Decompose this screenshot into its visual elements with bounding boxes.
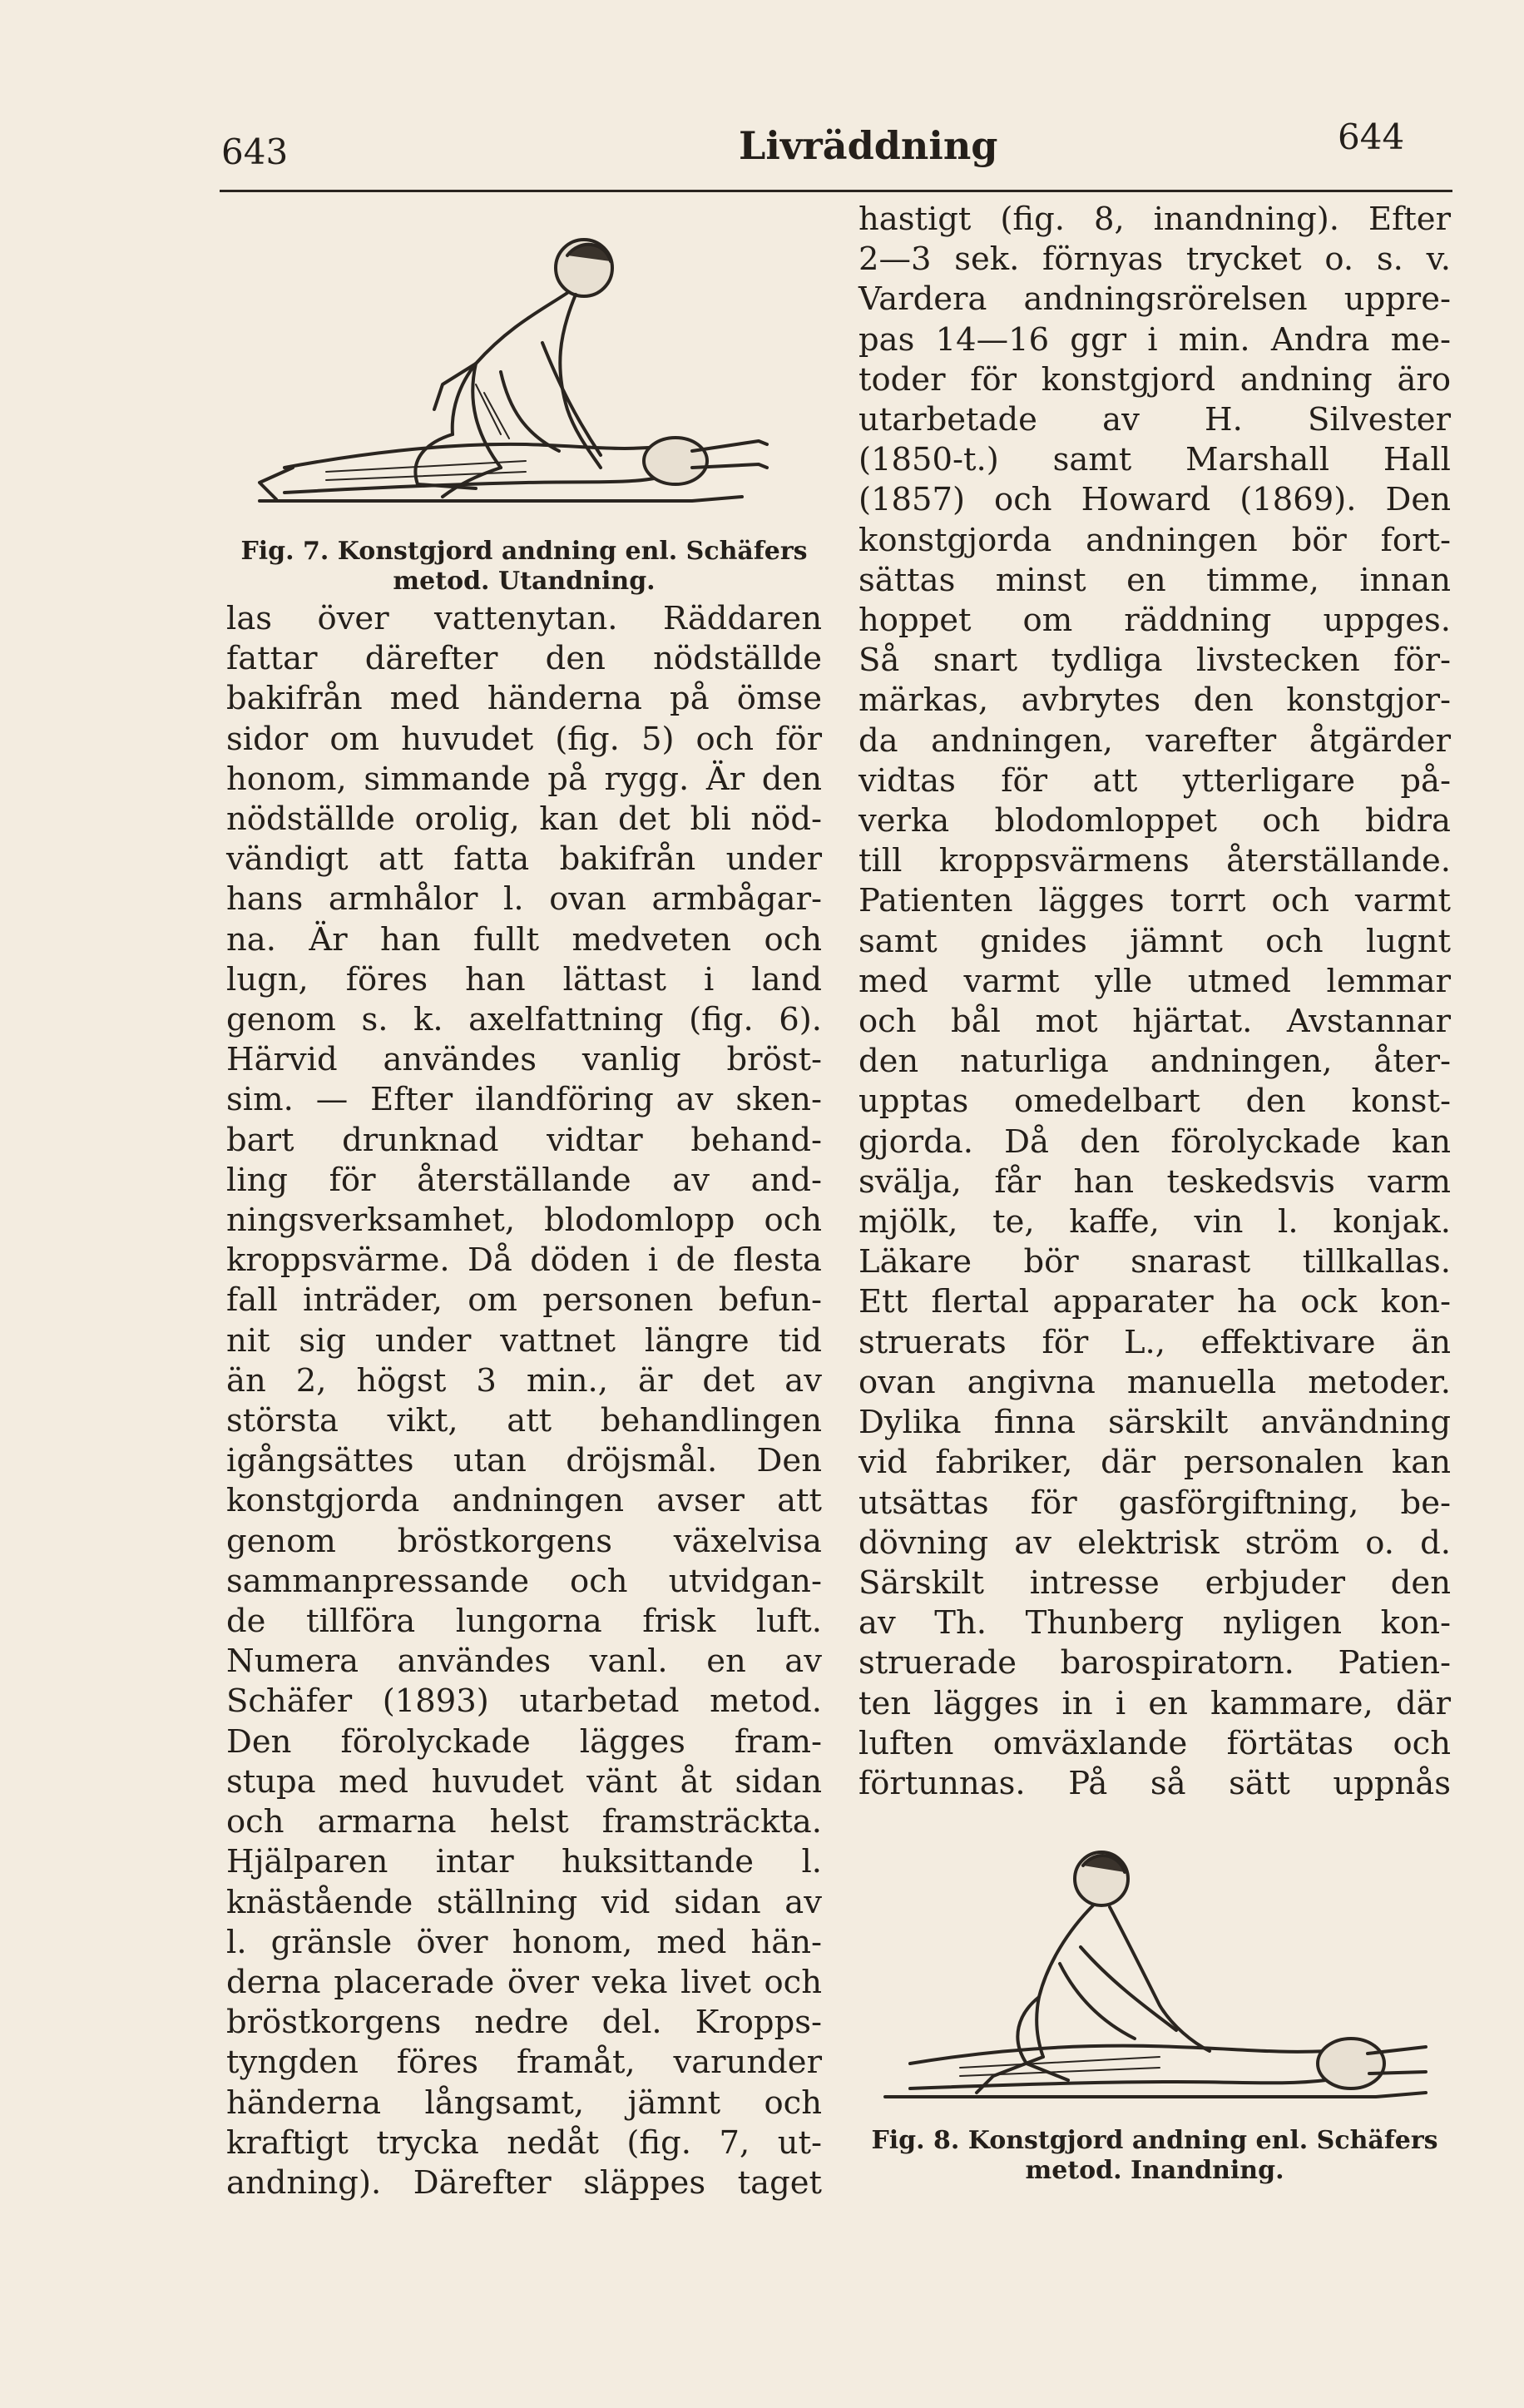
right-column-line: mjölk, te, kaffe, vin l. konjak. [858,1203,1451,1241]
left-column-line: las över vattenytan. Räddaren [226,600,822,637]
right-column-line: toder för konstgjord andning äro [858,360,1451,399]
right-column-line: ten lägges in i en kammare, där [858,1684,1451,1722]
figure-8-caption-line1: Fig. 8. Konstgjord andning enl. Schäfers [871,2126,1438,2155]
left-column-line: Numera användes vanl. en av [226,1642,822,1681]
right-column-line: struerats för L., effektivare än [858,1323,1451,1361]
left-column-line: än 2, högst 3 min., är det av [226,1361,822,1400]
left-column-line: Schäfer (1893) utarbetad metod. [226,1682,822,1721]
figure-8-drawing [860,1839,1442,2122]
right-column-line: och bål mot hjärtat. Avstannar [858,1003,1451,1041]
right-column-line: med varmt ylle utmed lemmar [858,962,1451,1000]
right-column-line: Dylika finna särskilt användning [858,1404,1451,1442]
left-text-column [226,599,822,2203]
right-column-line: luften omväxlande förtätas och [858,1724,1451,1762]
left-column-line: l. gränsle över honom, med hän- [226,1923,822,1961]
right-column-line: av Th. Thunberg nyligen kon- [858,1604,1451,1642]
left-column-line: bart drunknad vidtar behand- [226,1121,822,1159]
right-column-line: Så snart tydliga livstecken för- [858,642,1451,680]
right-column-line: märkas, avbrytes den konstgjor- [858,681,1451,720]
figure-7-drawing [226,218,809,534]
left-column-line: andning). Därefter släppes taget [226,2163,822,2202]
left-column-line: honom, simmande på rygg. Är den [226,760,822,798]
right-column-line: Vardera andningsrörelsen uppre- [858,280,1451,319]
left-column-line: igångsättes utan dröjsmål. Den [226,1442,822,1480]
left-column-line: genom bröstkorgens växelvisa [226,1522,822,1560]
left-column-line: kroppsvärme. Då döden i de flesta [226,1241,822,1280]
right-column-line: den naturliga andningen, åter- [858,1043,1451,1081]
left-column-line: ningsverksamhet, blodomlopp och [226,1202,822,1240]
right-column-line: hoppet om räddning uppges. [858,602,1451,640]
left-column-line: nit sig under vattnet längre tid [226,1321,822,1360]
right-column-line: Särskilt intresse erbjuder den [858,1563,1451,1602]
right-column-line: svälja, får han teskedsvis varm [858,1162,1451,1201]
right-column-line: (1857) och Howard (1869). Den [858,481,1451,519]
right-column-line: struerade barospiratorn. Patien- [858,1644,1451,1682]
left-column-line: sidor om huvudet (fig. 5) och för [226,720,822,758]
right-column-line: dövning av elektrisk ström o. d. [858,1524,1451,1562]
right-column-line: förtunnas. På så sätt uppnås [858,1764,1451,1802]
right-column-line: konstgjorda andningen bör fort- [858,521,1451,559]
left-column-line: fall inträder, om personen befun- [226,1281,822,1320]
left-column-line: kraftigt trycka nedåt (fig. 7, ut- [226,2123,822,2162]
figure-7-caption-line1: Fig. 7. Konstgjord andning enl. Schäfers [240,537,808,566]
header-rule [220,190,1452,192]
right-column-line: hastigt (fig. 8, inandning). Efter [858,201,1451,238]
left-column-line: fattar därefter den nödställde [226,640,822,678]
left-column-line: derna placerade över veka livet och [226,1963,822,2001]
page-number-left: 643 [221,131,289,172]
left-column-line: vändigt att fatta bakifrån under [226,840,822,879]
right-column-line: 2—3 sek. förnyas trycket o. s. v. [858,240,1451,279]
right-column-line: gjorda. Då den förolyckade kan [858,1122,1451,1161]
left-column-line: stupa med huvudet vänt åt sidan [226,1762,822,1801]
right-column-line: Patienten lägges torrt och varmt [858,882,1451,920]
left-column-line: genom s. k. axelfattning (fig. 6). [226,1001,822,1039]
right-column-line: upptas omedelbart den konst- [858,1083,1451,1121]
left-column-line: ling för återställande av and- [226,1161,822,1199]
left-column-line: Hjälparen intar huksittande l. [226,1843,822,1881]
right-column-line: Läkare bör snarast tillkallas. [858,1243,1451,1281]
right-column-line: sättas minst en timme, innan [858,561,1451,599]
figure-8-illustration [860,1839,1442,2122]
right-column-line: pas 14—16 ggr i min. Andra me- [858,320,1451,359]
figure-8-caption-line2: metod. Inandning. [1025,2156,1284,2185]
right-column-line: till kroppsvärmens återställande. [858,842,1451,880]
left-column-line: nödställde orolig, kan det bli nöd- [226,800,822,839]
left-column-line: händerna långsamt, jämnt och [226,2083,822,2122]
right-column-line: verka blodomloppet och bidra [858,802,1451,840]
left-column-line: sim. — Efter ilandföring av sken- [226,1081,822,1119]
left-column-line: konstgjorda andningen avser att [226,1482,822,1520]
left-column-line: sammanpressande och utvidgan- [226,1562,822,1600]
right-column-line: vid fabriker, där personalen kan [858,1444,1451,1482]
left-column-line: Härvid användes vanlig bröst- [226,1041,822,1079]
left-column-line: och armarna helst framsträckta. [226,1803,822,1841]
left-column-line: lugn, föres han lättast i land [226,960,822,998]
right-column-line: samt gnides jämnt och lugnt [858,922,1451,960]
running-title: Livräddning [739,123,998,168]
left-column-line: hans armhålor l. ovan armbågar- [226,880,822,919]
left-column-line: bröstkorgens nedre del. Kropps- [226,2004,822,2042]
right-column-line: Ett flertal apparater ha ock kon- [858,1283,1451,1321]
page-number-right: 644 [1338,116,1405,157]
right-column-line: da andningen, varefter åtgärder [858,721,1451,760]
figure-7-illustration [226,218,809,534]
right-column-line: utsättas för gasförgiftning, be- [858,1484,1451,1522]
figure-7-caption [226,537,822,597]
right-column-line: utarbetade av H. Silvester [858,401,1451,439]
left-column-line: bakifrån med händerna på ömse [226,680,822,718]
figure-7-caption-line2: metod. Utandning. [393,567,656,596]
left-column-line: Den förolyckade lägges fram- [226,1722,822,1761]
left-column-line: största vikt, att behandlingen [226,1402,822,1440]
right-text-column [858,200,1451,1804]
figure-8-caption [858,2126,1451,2186]
left-column-line: knästående ställning vid sidan av [226,1883,822,1921]
left-column-line: na. Är han fullt medveten och [226,920,822,959]
left-column-line: de tillföra lungorna frisk luft. [226,1603,822,1641]
right-column-line: vidtas för att ytterligare på- [858,761,1451,800]
right-column-line: ovan angivna manuella metoder. [858,1363,1451,1401]
left-column-line: tyngden föres framåt, varunder [226,2044,822,2082]
right-column-line: (1850-t.) samt Marshall Hall [858,441,1451,479]
